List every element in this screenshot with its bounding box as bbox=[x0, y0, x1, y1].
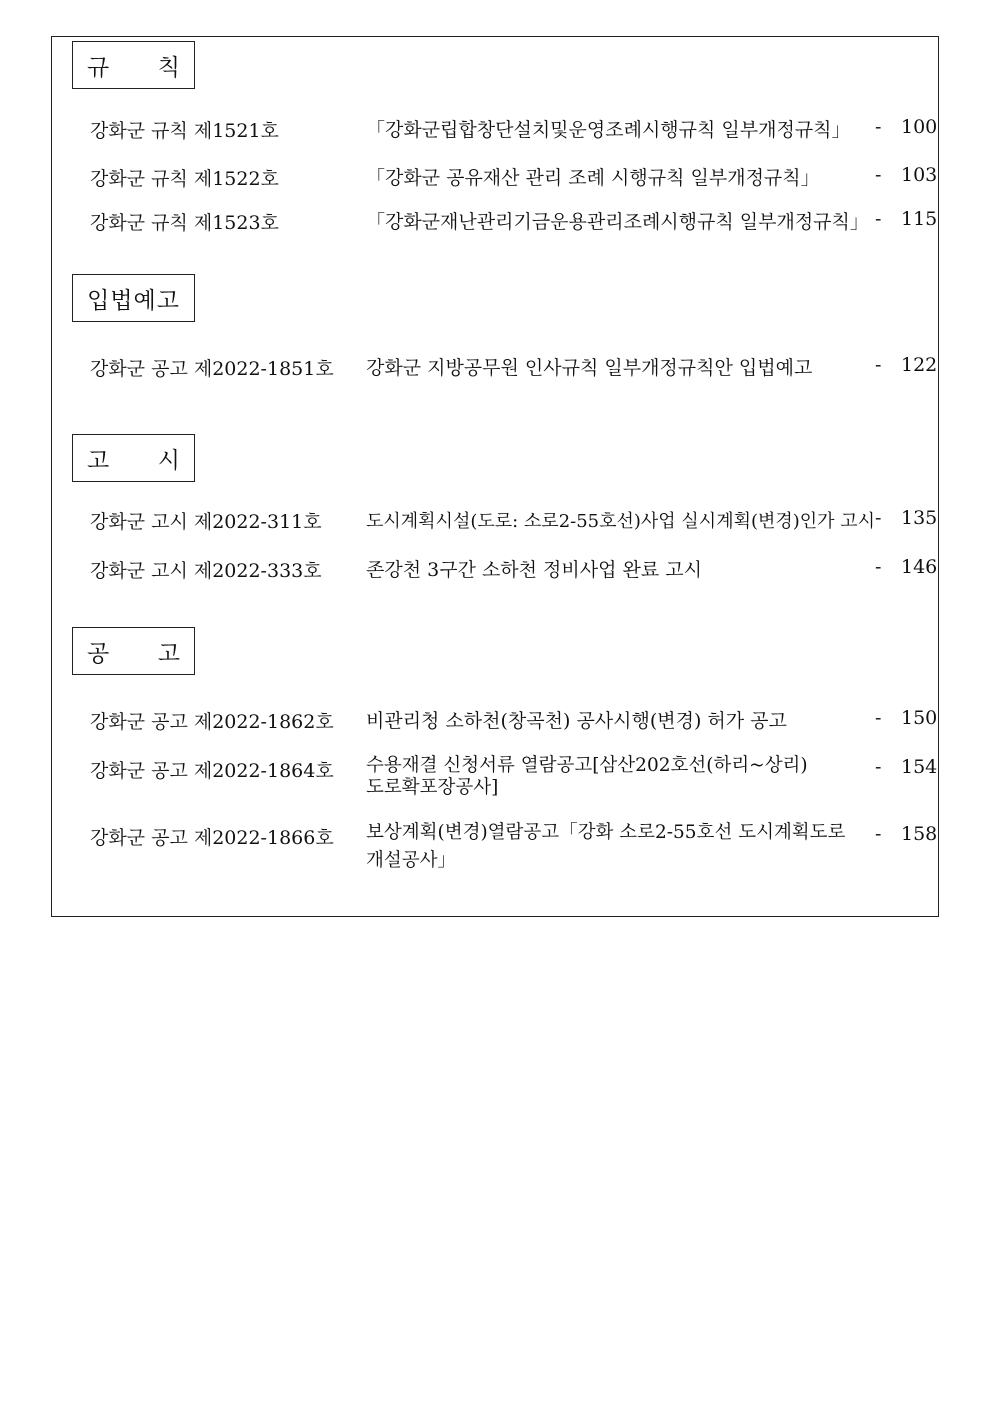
entry-ref: 강화군 규칙 제1523호 bbox=[90, 212, 279, 234]
section-heading-char: 고 bbox=[157, 640, 180, 667]
entry-title: 강화군 지방공무원 인사규칙 일부개정규칙안 입법예고 bbox=[366, 357, 813, 379]
entry-title-line: 개설공사」 bbox=[366, 850, 456, 871]
entry-dash: - bbox=[875, 556, 882, 578]
entry-page: 146 bbox=[901, 556, 938, 578]
entry-dash: - bbox=[875, 116, 882, 138]
entry-page: 154 bbox=[901, 756, 938, 778]
section-heading-char: 규 bbox=[87, 54, 110, 81]
section-heading-char: 고 bbox=[87, 447, 110, 474]
section-heading-legislative-notice bbox=[72, 274, 195, 322]
entry-dash: - bbox=[875, 756, 882, 778]
entry-dash: - bbox=[875, 208, 882, 230]
entry-title: 「강화군 공유재산 관리 조례 시행규칙 일부개정규칙」 bbox=[366, 167, 820, 189]
section-heading-public-notices bbox=[72, 627, 195, 675]
entry-dash: - bbox=[875, 823, 882, 845]
section-heading-char: 공 bbox=[87, 640, 110, 667]
entry-title bbox=[366, 821, 866, 873]
entry-title: 「강화군재난관리기금운용관리조례시행규칙 일부개정규칙」 bbox=[366, 211, 869, 233]
entry-title: 도시계획시설(도로: 소로2-55호선)사업 실시계획(변경)인가 고시 bbox=[366, 511, 876, 532]
entry-dash: - bbox=[875, 507, 882, 529]
entry-page: 158 bbox=[901, 823, 938, 845]
entry-title: 「강화군립합창단설치및운영조례시행규칙 일부개정규칙」 bbox=[366, 119, 851, 141]
entry-title: 존강천 3구간 소하천 정비사업 완료 고시 bbox=[366, 559, 702, 581]
entry-ref: 강화군 공고 제2022-1866호 bbox=[90, 827, 334, 849]
entry-title bbox=[366, 754, 866, 800]
entry-title: 비관리청 소하천(창곡천) 공사시행(변경) 허가 공고 bbox=[366, 710, 787, 732]
entry-dash: - bbox=[875, 707, 882, 729]
entry-ref: 강화군 공고 제2022-1862호 bbox=[90, 711, 334, 733]
entry-page: 103 bbox=[901, 164, 938, 186]
entry-ref: 강화군 고시 제2022-333호 bbox=[90, 560, 322, 582]
entry-ref: 강화군 규칙 제1521호 bbox=[90, 120, 279, 142]
entry-ref: 강화군 규칙 제1522호 bbox=[90, 168, 279, 190]
entry-ref: 강화군 공고 제2022-1864호 bbox=[90, 760, 334, 782]
section-heading-announcements bbox=[72, 434, 195, 482]
entry-page: 135 bbox=[901, 507, 938, 529]
entry-ref: 강화군 공고 제2022-1851호 bbox=[90, 358, 334, 380]
section-heading-text: 입법예고 bbox=[87, 287, 180, 314]
entry-title-line: 보상계획(변경)열람공고「강화 소로2-55호선 도시계획도로 bbox=[366, 822, 846, 843]
entry-page: 150 bbox=[901, 707, 938, 729]
entry-dash: - bbox=[875, 354, 882, 376]
section-heading-rules bbox=[72, 41, 195, 89]
entry-page: 122 bbox=[901, 354, 938, 376]
entry-title-line: 도로확포장공사] bbox=[366, 777, 499, 798]
entry-dash: - bbox=[875, 164, 882, 186]
entry-title-line: 수용재결 신청서류 열람공고[삼산202호선(하리~상리) bbox=[366, 755, 808, 776]
section-heading-char: 시 bbox=[157, 447, 180, 474]
entry-ref: 강화군 고시 제2022-311호 bbox=[90, 511, 322, 533]
section-heading-char: 칙 bbox=[157, 54, 180, 81]
entry-page: 100 bbox=[901, 116, 938, 138]
entry-page: 115 bbox=[901, 208, 938, 230]
